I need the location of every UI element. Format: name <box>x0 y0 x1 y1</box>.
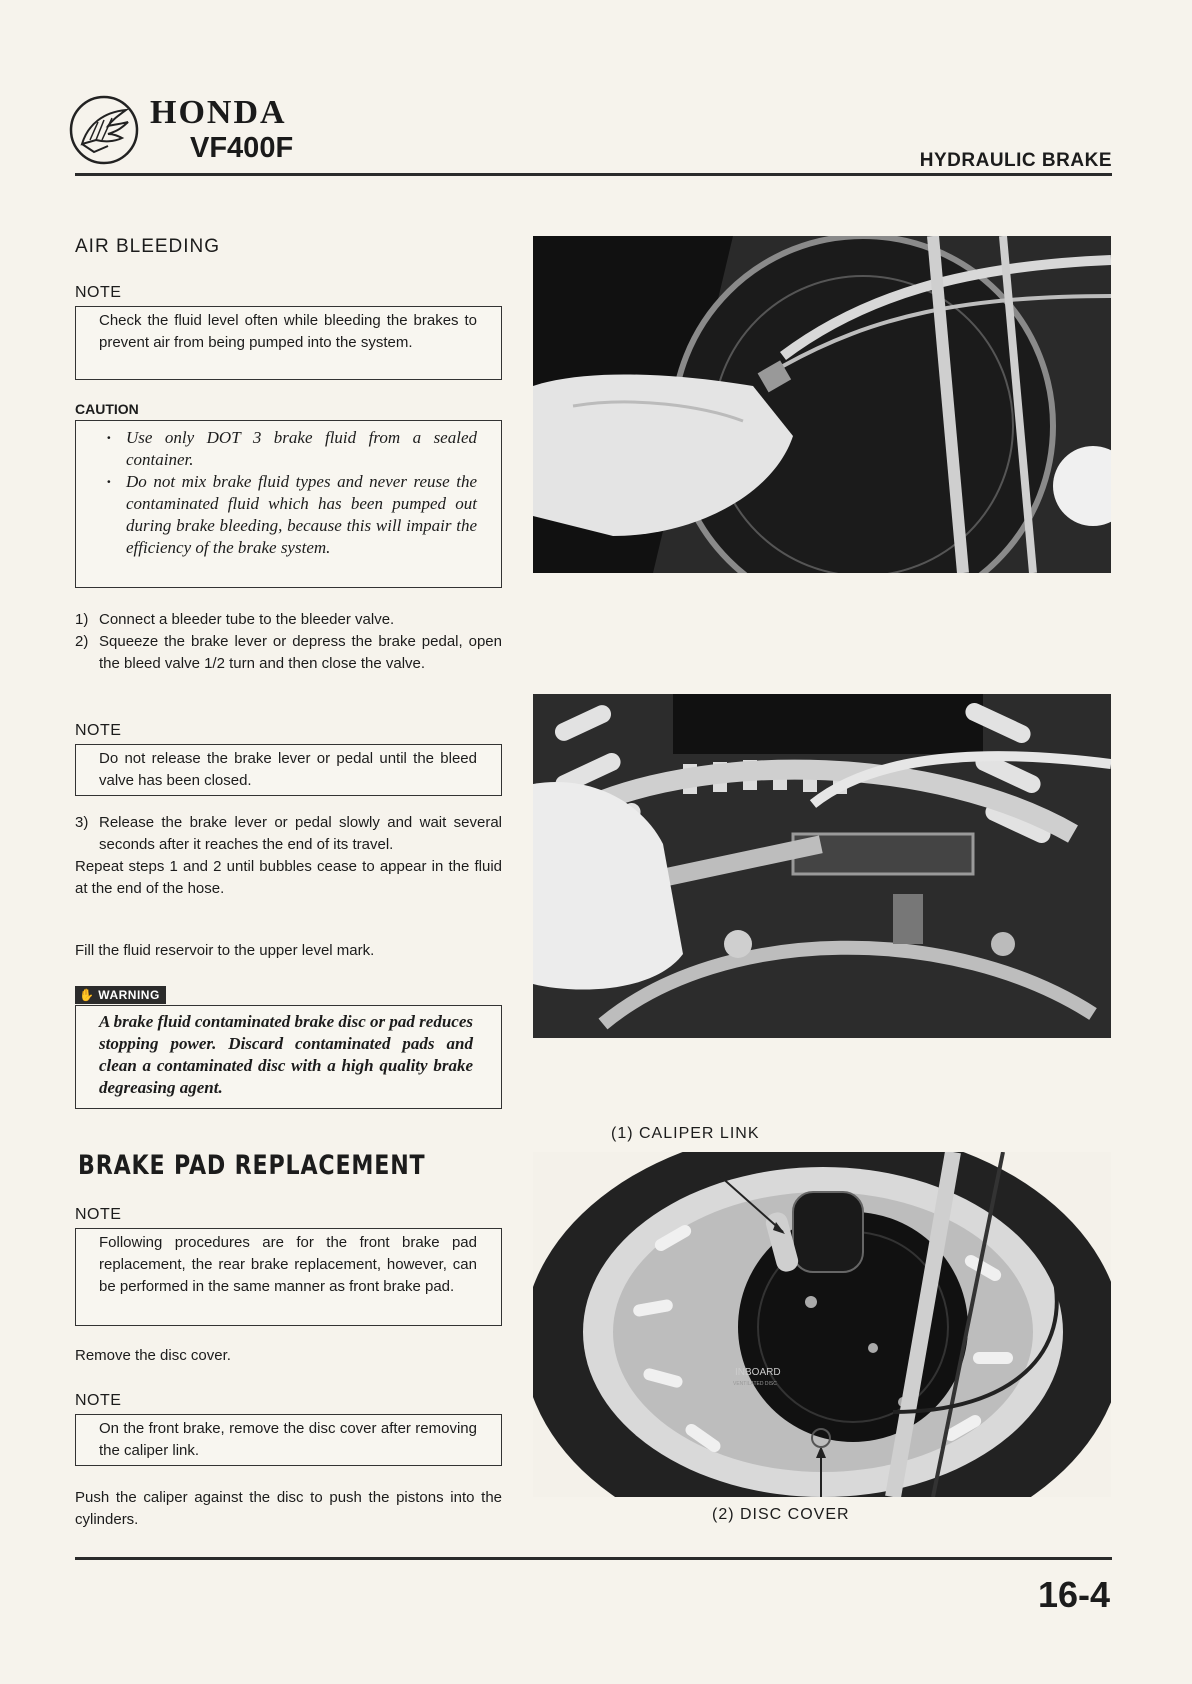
caption-caliper-link: (1) CALIPER LINK <box>611 1125 760 1142</box>
bleeding-step-3 <box>75 812 502 900</box>
photo-bleed-valve <box>533 694 1111 1038</box>
warning-box <box>75 1005 502 1109</box>
step-item: 2) Squeeze the brake lever or depress the brake pedal, open the bleed valve 1/2 turn and then close the valve. <box>75 633 502 672</box>
warning-text: A brake fluid contaminated brake disc or pad reduces stopping power. Discard contaminated pads and clean a contaminated disc with a high quality brake degreasing agent. <box>99 1012 473 1097</box>
caution-box <box>75 420 502 588</box>
caution-label: CAUTION <box>75 401 139 417</box>
fill-text: Fill the fluid reservoir to the upper level mark. <box>75 942 375 959</box>
note-text: Do not release the brake lever or pedal until the bleed valve has been closed. <box>99 750 477 789</box>
section-title: HYDRAULIC BRAKE <box>919 150 1112 171</box>
note-text: On the front brake, remove the disc cover after removing the caliper link. <box>99 1420 477 1459</box>
header-rule <box>75 173 1112 176</box>
page-number: 16-4 <box>1037 1574 1110 1615</box>
model-name: VF400F <box>190 132 294 164</box>
bleeding-steps <box>75 609 502 675</box>
note-box <box>75 1228 502 1326</box>
note-text: Check the fluid level often while bleeding the brakes to prevent air from being pumped into the system. <box>99 312 477 351</box>
note-label: NOTE <box>75 722 122 739</box>
note-label: NOTE <box>75 284 122 301</box>
footer-rule <box>75 1557 1112 1560</box>
note-box <box>75 744 502 796</box>
brand-name: HONDA <box>150 94 287 131</box>
step-item: 3) Release the brake lever or pedal slowly and wait several seconds after it reaches the end of its travel. <box>75 814 502 853</box>
caution-item: · Do not mix brake fluid types and never reuse the contaminated fluid which has been pumped out during brake bleeding, because this will impair the efficiency of the brake system. <box>126 471 477 559</box>
photo-disc-cover <box>533 1152 1111 1497</box>
brake-pad-heading: BRAKE PAD REPLACEMENT <box>78 1150 426 1181</box>
caution-item: · Use only DOT 3 brake fluid from a sealed container. <box>126 427 477 471</box>
remove-text: Remove the disc cover. <box>75 1347 231 1364</box>
photo-bleeder-tube <box>533 236 1111 573</box>
warning-hand-icon: ✋ <box>79 988 95 1002</box>
note-label: NOTE <box>75 1392 122 1409</box>
repeat-text: Repeat steps 1 and 2 until bubbles cease to appear in the fluid at the end of the hose. <box>75 858 502 897</box>
disc-label-ventilated: VENTILATED DISC <box>733 1381 777 1387</box>
air-bleeding-heading: AIR BLEEDING <box>75 236 221 257</box>
note-box <box>75 306 502 380</box>
note-label: NOTE <box>75 1206 122 1223</box>
note-text: Following procedures are for the front brake pad replacement, the rear brake replacement, however, can be performed in the same manner as front brake pad. <box>99 1234 477 1295</box>
warning-tag: ✋ WARNING <box>75 986 166 1004</box>
caption-disc-cover: (2) DISC COVER <box>712 1506 850 1523</box>
honda-wing-logo-icon <box>68 94 140 166</box>
step-item: 1) Connect a bleeder tube to the bleeder valve. <box>75 611 395 628</box>
disc-label-inboard: INBOARD <box>735 1367 781 1378</box>
note-box <box>75 1414 502 1466</box>
push-text: Push the caliper against the disc to push the pistons into the cylinders. <box>75 1489 502 1528</box>
